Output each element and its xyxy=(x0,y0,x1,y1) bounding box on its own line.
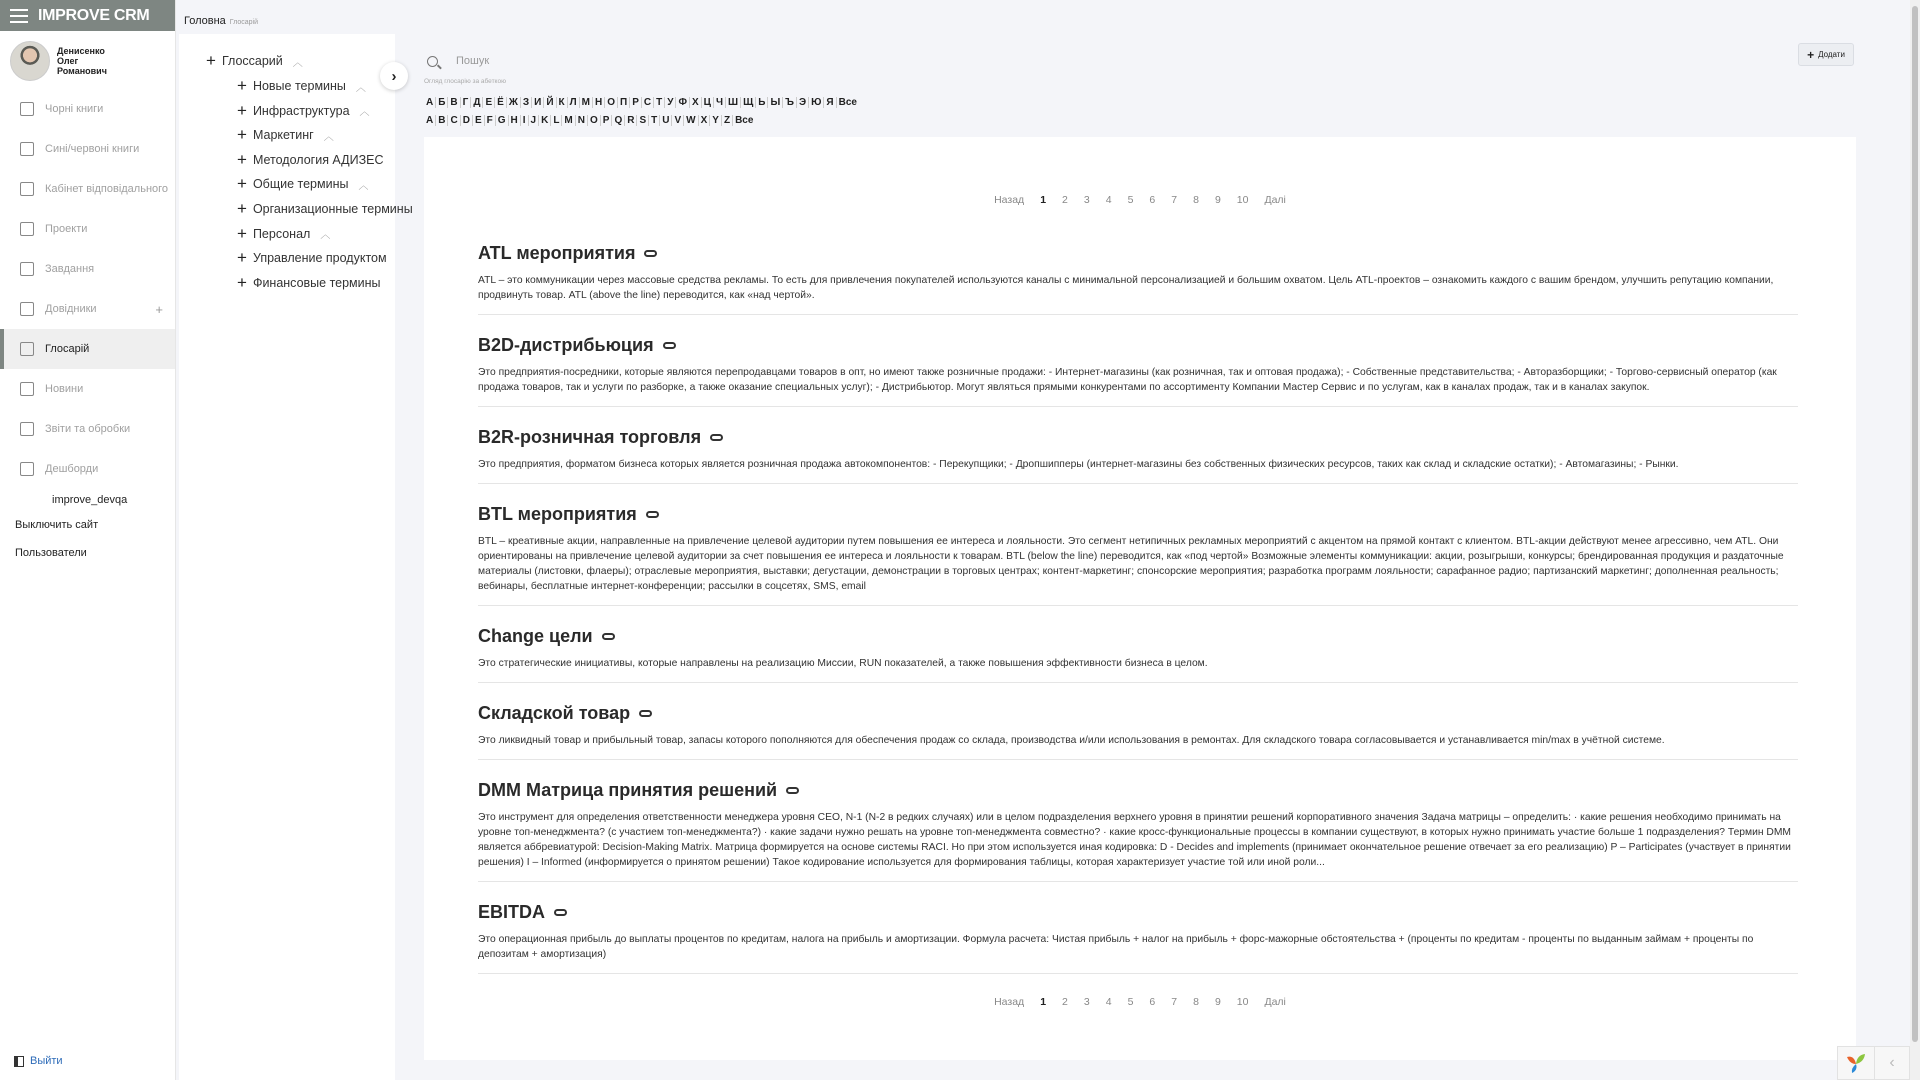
sidebar-item[interactable] xyxy=(0,249,175,289)
alphabet-letter[interactable]: E xyxy=(473,115,485,126)
alphabet-letter[interactable]: U xyxy=(660,115,672,126)
alphabet-letter[interactable]: N xyxy=(576,115,588,126)
tree-item-label: Методология АДИЗЕС xyxy=(252,152,384,167)
pagination-bottom xyxy=(424,996,1856,1008)
tree-item-label: Общие термины xyxy=(252,177,349,192)
entry-title-text[interactable]: Складской товар xyxy=(478,703,631,723)
alphabet-letter[interactable]: B xyxy=(436,115,448,126)
alphabet-letter[interactable]: R xyxy=(625,115,637,126)
tree-item-label: Глоссарий xyxy=(221,54,283,68)
alphabet-letter[interactable]: T xyxy=(649,115,660,126)
entry-title xyxy=(478,335,1798,356)
sidebar-item-label: Дешборди xyxy=(45,463,99,475)
alphabet-letter[interactable]: F xyxy=(485,115,496,126)
alphabet-letter[interactable]: Ы xyxy=(768,97,783,108)
alphabet-letter[interactable]: Все xyxy=(838,97,857,108)
sidebar xyxy=(0,0,176,1080)
alphabet-letter[interactable]: Ф xyxy=(676,97,690,108)
tree-item[interactable] xyxy=(237,248,387,268)
logout-icon xyxy=(14,1056,24,1067)
entry-text: Это операционная прибыль до выплаты процентов по кредитам, налога на прибыль и амортизации. Формула расчета: Чистая прибыль + налог на прибыль + форс-мажорные обстоятельства + (проценты по кредитам - проценты по выданным займам + проценты по депозитам + амортизация) xyxy=(478,934,1754,960)
alphabet-letter[interactable]: Т xyxy=(654,97,665,108)
sidebar-item[interactable] xyxy=(0,129,175,169)
entry-title xyxy=(478,626,1798,647)
alphabet-letter[interactable]: C xyxy=(448,115,460,126)
avatar xyxy=(10,41,50,81)
alphabet-letter[interactable]: Н xyxy=(593,97,605,108)
alphabet-letter[interactable]: Л xyxy=(568,97,580,108)
tree-item-label: Новые термины xyxy=(252,79,346,93)
nav-icon xyxy=(20,422,34,436)
tree-item-label: Маркетинг xyxy=(252,128,314,143)
chevron-up-icon[interactable]: ︿ xyxy=(323,131,334,143)
alphabet-letter[interactable]: Ь xyxy=(756,97,768,108)
alphabet-letter[interactable]: I xyxy=(521,115,529,126)
link-icon[interactable] xyxy=(663,342,676,349)
alphabet-letter[interactable]: Все xyxy=(735,115,754,126)
glossary-entry xyxy=(478,223,1798,315)
sidebar-item[interactable] xyxy=(0,89,175,129)
collapse-tree-button[interactable] xyxy=(380,62,408,90)
pagination-page[interactable]: 3 xyxy=(1083,194,1090,206)
nav-icon xyxy=(20,302,34,316)
tree-item-label: Персонал xyxy=(252,226,311,241)
alphabet-letter[interactable]: Я xyxy=(824,97,836,108)
chevron-up-icon[interactable]: ︿ xyxy=(320,230,331,242)
sidebar-item[interactable] xyxy=(0,169,175,209)
tree-item-label: Финансовые термины xyxy=(252,275,381,290)
alphabet-letter[interactable]: Д xyxy=(471,97,483,108)
plus-icon[interactable]: + xyxy=(237,149,247,169)
alphabet-letter[interactable]: Q xyxy=(612,115,625,126)
glossary-entry xyxy=(478,606,1798,683)
pagination-page[interactable]: 4 xyxy=(1105,996,1112,1008)
sidebar-item-label: Кабінет відповідального xyxy=(45,183,169,195)
entry-title-text[interactable]: B2D-дистрибьюция xyxy=(478,335,654,355)
nav-icon xyxy=(20,222,34,236)
alphabet-letter[interactable]: И xyxy=(532,97,544,108)
glossary-entry xyxy=(478,882,1798,974)
pagination-page[interactable]: 6 xyxy=(1149,194,1156,206)
plus-icon[interactable]: + xyxy=(237,223,247,243)
alphabet-letter[interactable]: Г xyxy=(461,97,472,108)
nav-icon xyxy=(20,382,34,396)
pagination-next[interactable]: Далі xyxy=(1264,194,1286,206)
alphabet-letter[interactable]: Ж xyxy=(507,97,521,108)
alphabet-letter[interactable]: С xyxy=(642,97,654,108)
pagination-page[interactable]: 4 xyxy=(1105,194,1112,206)
pagination-page[interactable]: 8 xyxy=(1193,996,1199,1008)
pagination-page[interactable]: 6 xyxy=(1149,996,1156,1008)
entry-text: ATL – это коммуникации через массовые средства рекламы. То есть для привлечения покупателей используются каналы с минимальной персонализацией и большим охватом. Цель ATL-проектов – ознакомить каждого с вашим брендом, улучшить репутацию компании, продвинуть товар. ATL (above the line) переводится, как «над чертой». xyxy=(478,275,1774,301)
alphabet-letter[interactable]: Ч xyxy=(714,97,726,108)
nav-icon xyxy=(20,102,34,116)
pagination-page[interactable]: 2 xyxy=(1062,194,1068,206)
nav-icon xyxy=(20,342,34,356)
pagination-page[interactable]: 9 xyxy=(1214,996,1221,1008)
glossary-tree xyxy=(179,34,413,1080)
sidebar-item-label: Глосарій xyxy=(45,343,90,355)
sidebar-nav xyxy=(0,89,175,489)
alphabet-letter[interactable]: Ъ xyxy=(783,97,797,108)
user-name: Денисенко Олег Романович xyxy=(57,46,107,76)
entry-title-text[interactable]: DMM Матрица принятия решений xyxy=(478,780,778,800)
pagination-prev[interactable]: Назад xyxy=(994,194,1025,206)
alphabet-letter[interactable]: В xyxy=(448,97,460,108)
entries xyxy=(424,223,1856,974)
user-profile[interactable] xyxy=(0,31,175,81)
entry-text: BTL – креативные акции, направленные на привлечение целевой аудитории путем повышения ее интереса и лояльности. Это сегмент нетипичных рекламных мероприятий с акцентом на прямой контакт с клиентом. BTL-акции действуют менее агрессивно, чем ATL. Они ориентированы на привлечение целевой аудитории за счет повышения ее интереса и лояльности к товарам. BTL (below the line) переводится, как «под чертой» Возможные элементы коммуникации: акции, розыгрыши, конкурсы; брендированная продукция и раздаточные материалы (листовки, флаеры); отраслевые мероприятия, выставки; дегустации, демонстрации в торговых центрах; контент-маркетинг; спонсорские мероприятия; разработка программ лояльности; сарафанное радио; партизанский маркетинг; дополненная реальность; вебинары, бесплатные интернет-конференции; рассылки в соцсетях, SMS, email xyxy=(478,536,1784,592)
logout-button[interactable] xyxy=(14,1055,63,1067)
alphabet-letter[interactable]: Ю xyxy=(809,97,824,108)
pagination-page[interactable]: 8 xyxy=(1193,194,1199,206)
pagination-page[interactable]: 9 xyxy=(1214,194,1221,206)
link-icon[interactable] xyxy=(786,787,799,794)
alphabet-letter[interactable]: H xyxy=(509,115,521,126)
chevron-left-icon[interactable]: ‹ xyxy=(1874,1047,1909,1079)
pagination-page[interactable]: 7 xyxy=(1171,996,1178,1008)
glossary-entry xyxy=(478,315,1798,407)
alphabet-hint: Огляд глосарію за абеткою xyxy=(424,78,506,85)
entry-title xyxy=(478,243,1798,264)
tree-item-label: Инфраструктура xyxy=(252,103,350,118)
nav-icon xyxy=(20,142,34,156)
sidebar-item-label: Чорні книги xyxy=(45,103,104,115)
tree-item[interactable] xyxy=(237,174,368,194)
entry-text: Это ликвидный товар и прибыльный товар, запасы которого пополняются для обеспечения продаж со склада, производства и/или использования в ремонтах. Для складского товара согласовывается и устанавливается min/max в учётной системе. xyxy=(478,735,1665,746)
logout-label: Выйти xyxy=(30,1055,63,1067)
entry-title xyxy=(478,902,1798,923)
link-icon[interactable] xyxy=(710,434,723,441)
plus-icon[interactable]: + xyxy=(237,100,247,120)
pagination-page[interactable]: 10 xyxy=(1236,996,1249,1008)
sidebar-item[interactable] xyxy=(0,329,175,369)
sidebar-item[interactable] xyxy=(0,289,175,329)
entry-text: Это предприятия, форматом бизнеса которых является розничная продажа автокомпонентов: - Перекупщики; - Дропшипперы (интернет-магазины без собственных физических ресурсов, таких как склад и складские остатки); - Автомагазины; - Рынки. xyxy=(478,459,1679,470)
plus-icon[interactable]: + xyxy=(237,248,247,268)
sidebar-item-label: Сині/червоні книги xyxy=(45,143,140,155)
alphabet-letter[interactable]: З xyxy=(521,97,532,108)
sidebar-item[interactable] xyxy=(0,369,175,409)
alphabet-letter[interactable]: A xyxy=(424,115,436,126)
plus-icon[interactable]: + xyxy=(237,199,247,218)
breadcrumb xyxy=(184,15,258,27)
entry-title xyxy=(478,504,1798,525)
pagination-top xyxy=(424,194,1856,206)
plus-icon[interactable]: + xyxy=(237,174,247,194)
pagination-page[interactable]: 1 xyxy=(1040,996,1047,1008)
alphabet-letter[interactable]: G xyxy=(496,115,509,126)
alphabet-letter[interactable]: W xyxy=(684,115,698,126)
alphabet-letter[interactable]: М xyxy=(580,97,593,108)
plus-icon[interactable]: + xyxy=(237,272,247,292)
plus-icon[interactable]: + xyxy=(237,125,247,145)
alphabet-letter[interactable]: Ц xyxy=(702,97,714,108)
nav-icon xyxy=(20,262,34,276)
alphabet-letter[interactable]: J xyxy=(529,115,540,126)
tree-item[interactable] xyxy=(237,199,413,219)
disable-site-link[interactable]: Выключить сайт xyxy=(15,519,99,531)
breadcrumb-home[interactable]: Головна xyxy=(184,15,226,27)
breadcrumb-current: Глосарій xyxy=(229,19,259,26)
glossary-entry xyxy=(478,407,1798,484)
add-icon[interactable]: + xyxy=(155,301,163,317)
search-field[interactable] xyxy=(427,55,489,67)
pagination-page[interactable]: 10 xyxy=(1236,194,1249,206)
tree-item[interactable] xyxy=(237,125,334,145)
chevron-up-icon[interactable]: ︿ xyxy=(359,107,370,119)
alphabet-letter[interactable]: Щ xyxy=(741,97,756,108)
alphabet-cyrillic xyxy=(424,97,859,108)
alphabet-letter[interactable]: S xyxy=(637,115,649,126)
chevron-up-icon[interactable]: ︿ xyxy=(292,57,303,69)
entry-title-text[interactable]: EBITDA xyxy=(478,902,545,922)
search-icon xyxy=(427,56,438,67)
link-icon[interactable] xyxy=(554,909,567,916)
alphabet-latin xyxy=(424,115,755,126)
alphabet-letter[interactable]: M xyxy=(562,115,575,126)
entry-text: Это стратегические инициативы, которые направлены на реализацию Миссии, RUN показателей, а также повышения эффективности бизнеса в целом. xyxy=(478,658,1208,669)
tree-item[interactable] xyxy=(237,150,384,170)
search-input[interactable]: Пошук xyxy=(456,55,490,67)
entry-text: Это предприятия-посредники, которые являются перепродавцами товаров в опт, но имеют также розничные продажи: - Интернет-магазины (как розничная, так и оптовая продажа); - Собственные представительства; - Авторазборщики; - Торгово-сервисный оператор (как продажа товаров, так и услуги по разборке, а также оказание специальных услуг); - Дистрибьютор. Могут являться прямыми конкурентами по ассортименту Компании Мастер Сервис и по услугам, как в каналах продаж, так и в каналах закупок. xyxy=(478,367,1777,393)
app-header xyxy=(0,0,175,31)
sidebar-item-label: Звіти та обробки xyxy=(45,423,131,435)
sidebar-item-label: Проекти xyxy=(45,223,88,235)
alphabet-letter[interactable]: Х xyxy=(690,97,702,108)
tree-item-label: Организационные термины xyxy=(252,202,413,216)
tree-item-label: Управление продуктом xyxy=(252,251,387,266)
add-button-label: Додати xyxy=(1818,50,1845,59)
glossary-entry xyxy=(478,484,1798,606)
link-icon[interactable] xyxy=(644,250,657,257)
alphabet-letter[interactable]: К xyxy=(557,97,568,108)
pagination-page[interactable]: 3 xyxy=(1083,996,1090,1008)
chevron-up-icon[interactable]: ︿ xyxy=(358,180,369,192)
sidebar-item[interactable] xyxy=(0,209,175,249)
entry-title-text[interactable]: BTL мероприятия xyxy=(478,504,637,524)
chevron-right-icon: › xyxy=(391,67,397,85)
alphabet-letter[interactable]: А xyxy=(424,97,436,108)
alphabet-letter[interactable]: P xyxy=(601,115,613,126)
tree-item[interactable] xyxy=(237,101,370,121)
sidebar-item-label: Новини xyxy=(45,383,84,395)
pagination-page[interactable]: 2 xyxy=(1062,996,1068,1008)
site-name: improve_devqa xyxy=(52,494,128,506)
scrollbar[interactable] xyxy=(1910,0,1920,1080)
alphabet-letter[interactable]: K xyxy=(539,115,551,126)
pagination-next[interactable]: Далі xyxy=(1264,996,1286,1008)
scrollbar-thumb[interactable] xyxy=(1912,6,1918,1042)
menu-icon[interactable] xyxy=(10,9,28,23)
alphabet-letter[interactable]: X xyxy=(699,115,711,126)
glossary-entry xyxy=(478,683,1798,760)
alphabet-letter[interactable]: L xyxy=(551,115,562,126)
tree-item[interactable] xyxy=(237,273,381,293)
alphabet-letter[interactable]: Б xyxy=(436,97,448,108)
alphabet-letter[interactable]: Е xyxy=(483,97,495,108)
alphabet-letter[interactable]: Ё xyxy=(495,97,507,108)
tree-root[interactable] xyxy=(206,51,303,71)
nav-icon xyxy=(20,462,34,476)
alphabet-letter[interactable]: Z xyxy=(722,115,733,126)
add-button[interactable] xyxy=(1798,43,1854,66)
sidebar-item-label: Довідники xyxy=(45,303,97,315)
glossary-list xyxy=(424,137,1856,1060)
sidebar-item[interactable] xyxy=(0,449,175,489)
sidebar-item-label: Завдання xyxy=(45,263,95,275)
app-title: IMPROVE CRM xyxy=(38,6,150,24)
alphabet-letter[interactable]: П xyxy=(618,97,630,108)
sidebar-item[interactable] xyxy=(0,409,175,449)
pagination-page[interactable]: 7 xyxy=(1171,194,1178,206)
alphabet-letter[interactable]: Э xyxy=(797,97,809,108)
alphabet-letter[interactable]: У xyxy=(665,97,676,108)
glossary-entry xyxy=(478,760,1798,882)
alphabet-letter[interactable]: Й xyxy=(544,97,556,108)
debug-toolbar[interactable] xyxy=(1837,1046,1910,1080)
tree-item[interactable] xyxy=(237,76,366,96)
pagination-prev[interactable]: Назад xyxy=(994,996,1025,1008)
entry-title-text[interactable]: ATL мероприятия xyxy=(478,243,636,263)
link-icon[interactable] xyxy=(602,633,615,640)
alphabet-letter[interactable]: Р xyxy=(630,97,642,108)
alphabet-letter[interactable]: V xyxy=(672,115,684,126)
plus-icon: + xyxy=(1807,47,1815,62)
users-link[interactable]: Пользователи xyxy=(15,547,87,559)
entry-title-text[interactable]: Change цели xyxy=(478,626,593,646)
tree-item[interactable] xyxy=(237,224,330,244)
alphabet-letter[interactable]: O xyxy=(588,115,601,126)
entry-title-text[interactable]: B2R-розничная торговля xyxy=(478,427,702,447)
pagination-page[interactable]: 5 xyxy=(1127,996,1134,1008)
alphabet-letter[interactable]: Ш xyxy=(726,97,741,108)
entry-title xyxy=(478,703,1798,724)
alphabet-letter[interactable]: D xyxy=(461,115,473,126)
entry-title xyxy=(478,427,1798,448)
yii-logo-icon xyxy=(1838,1047,1874,1079)
link-icon[interactable] xyxy=(639,710,652,717)
pagination-page[interactable]: 5 xyxy=(1127,194,1134,206)
entry-title xyxy=(478,780,1798,801)
entry-text: Это инструмент для определения ответственности менеджера уровня CEO, N-1 (N-2 в редких случаях) или в целом подразделения верхнего уровня в принятии решений корпоративного значения Задача матрицы – определить: · какие решения необходимо принимать на уровне топ-менеджмента? (с участием топ-менеджмента?) · какие задачи нужно решать на уровне топ-менеджмента совместно? · какие кросс-функциональные процессы в компании существуют, в которых нужно принимать участие больше 1 подразделения? Термин DMM является аббревиатурой: Decision-Making Matrix. Матрица формируется на основе системы RACI. Но при этом используется иная кодировка: D - Decides and implements (принимает окончательное решение отвечает за его реализацию) P – Participates (участвует в принятии решения) I – Informed (информируется о принятом решении) Такое кодирование используется для формирования таблицы, которая характеризует участие той или иной роли... xyxy=(478,812,1792,868)
alphabet-letter[interactable]: О xyxy=(605,97,618,108)
alphabet-letter[interactable]: Y xyxy=(710,115,722,126)
pagination-page[interactable]: 1 xyxy=(1040,194,1047,206)
plus-icon[interactable]: + xyxy=(206,51,216,70)
link-icon[interactable] xyxy=(646,511,659,518)
plus-icon[interactable]: + xyxy=(237,76,247,95)
nav-icon xyxy=(20,182,34,196)
chevron-up-icon[interactable]: ︿ xyxy=(355,82,366,94)
